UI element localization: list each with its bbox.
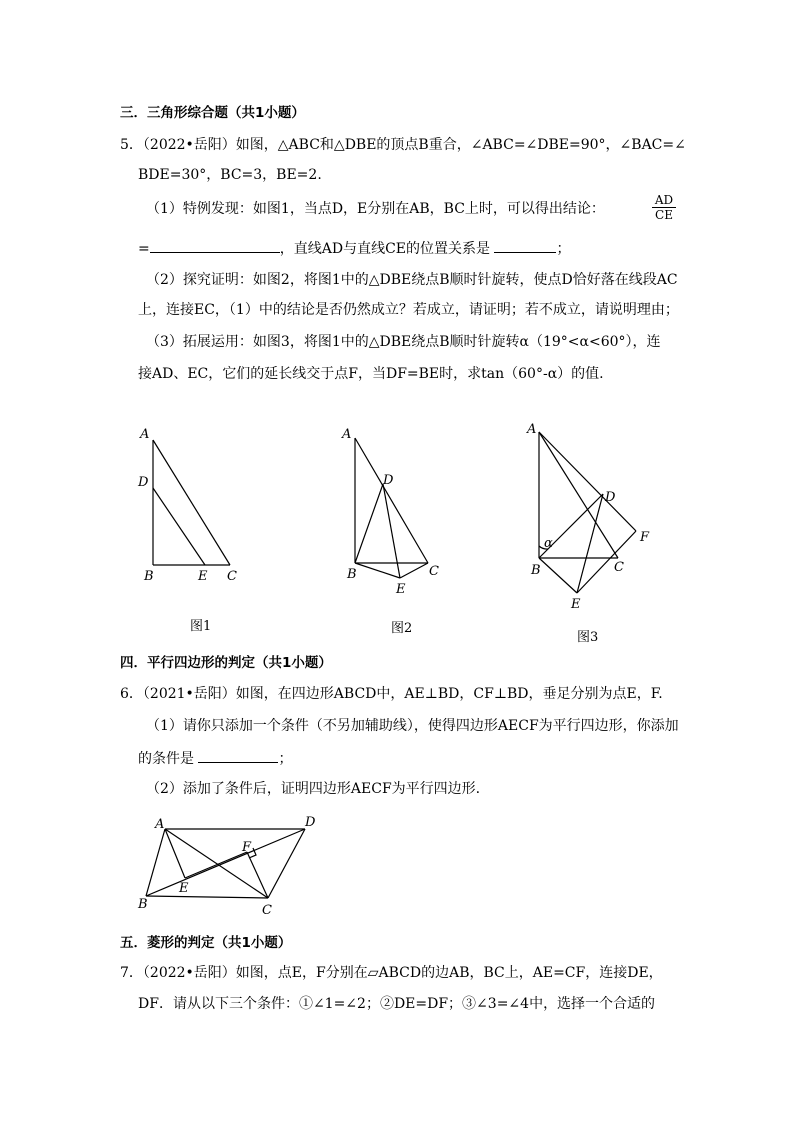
q6-line-1: 6．（2021•岳阳）如图，在四边形ABCD中，AE⊥BD，CF⊥BD，垂足分别为点E，F. [120, 686, 663, 702]
q5-line-2: BDE=30°，BC=3，BE=2. [138, 167, 322, 183]
q6-fig-label-b: B [138, 897, 148, 912]
fig3-label-b: B [531, 563, 541, 578]
q6-fig-label-a: A [155, 817, 165, 832]
fig2-label-d: D [383, 473, 394, 488]
fig2-label-a: A [342, 427, 352, 442]
fig3-label-a: A [527, 422, 537, 437]
q5-line-4-text: ，直线AD与直线CE的位置关系是 [279, 241, 491, 257]
q7-line-1: 7．（2022•岳阳）如图，点E，F分别在▱ABCD的边AB，BC上，AE=CF，连接DE， [120, 965, 663, 981]
q5-line-4-end: ； [556, 241, 571, 257]
fig3-label-c: C [614, 560, 624, 575]
fig2-caption: 图2 [391, 621, 413, 636]
fig3-label-d: D [605, 490, 616, 505]
q5-line-8: 接AD、EC，它们的延长线交于点F，当DF=BE时，求tan（60°-α）的值. [138, 366, 604, 382]
q6-line-3-text: 的条件是 [138, 751, 194, 767]
q5-line-7: （3）拓展运用：如图3，将图1中的△DBE绕点B顺时针旋转α（19°<α<60°），连 [146, 334, 661, 350]
fig2-label-b: B [347, 567, 357, 582]
q5-line-5: （2）探究证明：如图2，将图1中的△DBE绕点B顺时针旋转，使点D恰好落在线段AC [146, 272, 678, 288]
fig1-label-c: C [227, 569, 237, 584]
section-4-heading: 四．平行四边形的判定（共1小题） [120, 655, 332, 671]
figure-1-diagram [153, 440, 230, 565]
fig1-caption: 图1 [190, 619, 212, 634]
q6-line-2: （1）请你只添加一个条件（不另加辅助线），使得四边形AECF为平行四边形，你添加 [146, 718, 679, 734]
q5-line-3: （1）特例发现：如图1，当点D，E分别在AB，BC上时，可以得出结论： [146, 201, 605, 217]
answer-blank-3[interactable] [198, 748, 278, 763]
q6-fig-label-d: D [305, 815, 316, 830]
fraction-numerator: AD [654, 193, 674, 207]
fig3-label-f: F [640, 530, 650, 545]
fig3-label-alpha: α [544, 536, 553, 551]
fig2-label-c: C [429, 564, 439, 579]
q6-line-3 [138, 748, 292, 769]
parallelogram-figure [146, 829, 305, 898]
q6-fig-label-e: E [179, 881, 189, 896]
fig1-label-e: E [198, 569, 208, 584]
figure-2-diagram [355, 438, 428, 578]
fraction-denominator: CE [655, 208, 673, 222]
fig1-label-a: A [140, 427, 150, 442]
fig3-caption: 图3 [577, 630, 599, 645]
fig2-label-e: E [396, 582, 406, 597]
q6-line-4: （2）添加了条件后，证明四边形AECF为平行四边形. [146, 781, 481, 797]
fig1-label-d: D [138, 475, 149, 490]
equals-sign: = [138, 241, 150, 257]
section-3-heading: 三．三角形综合题（共1小题） [120, 105, 305, 121]
fig3-label-e: E [571, 597, 581, 612]
q5-line-6: 上，连接EC，（1）中的结论是否仍然成立？若成立，请证明；若不成立，请说明理由； [138, 302, 679, 318]
q5-line-1: 5．（2022•岳阳）如图，△ABC和△DBE的顶点B重合，∠ABC=∠DBE=90°，∠BAC=∠ [120, 137, 686, 153]
q7-line-2: DF．请从以下三个条件：①∠1=∠2；②DE=DF；③∠3=∠4中，选择一个合适的 [138, 996, 656, 1012]
q6-line-3-end: ； [278, 751, 293, 767]
q6-fig-label-f: F [242, 840, 252, 855]
fig1-label-b: B [144, 569, 154, 584]
q6-fig-label-c: C [262, 903, 272, 918]
section-5-heading: 五．菱形的判定（共1小题） [120, 935, 292, 951]
